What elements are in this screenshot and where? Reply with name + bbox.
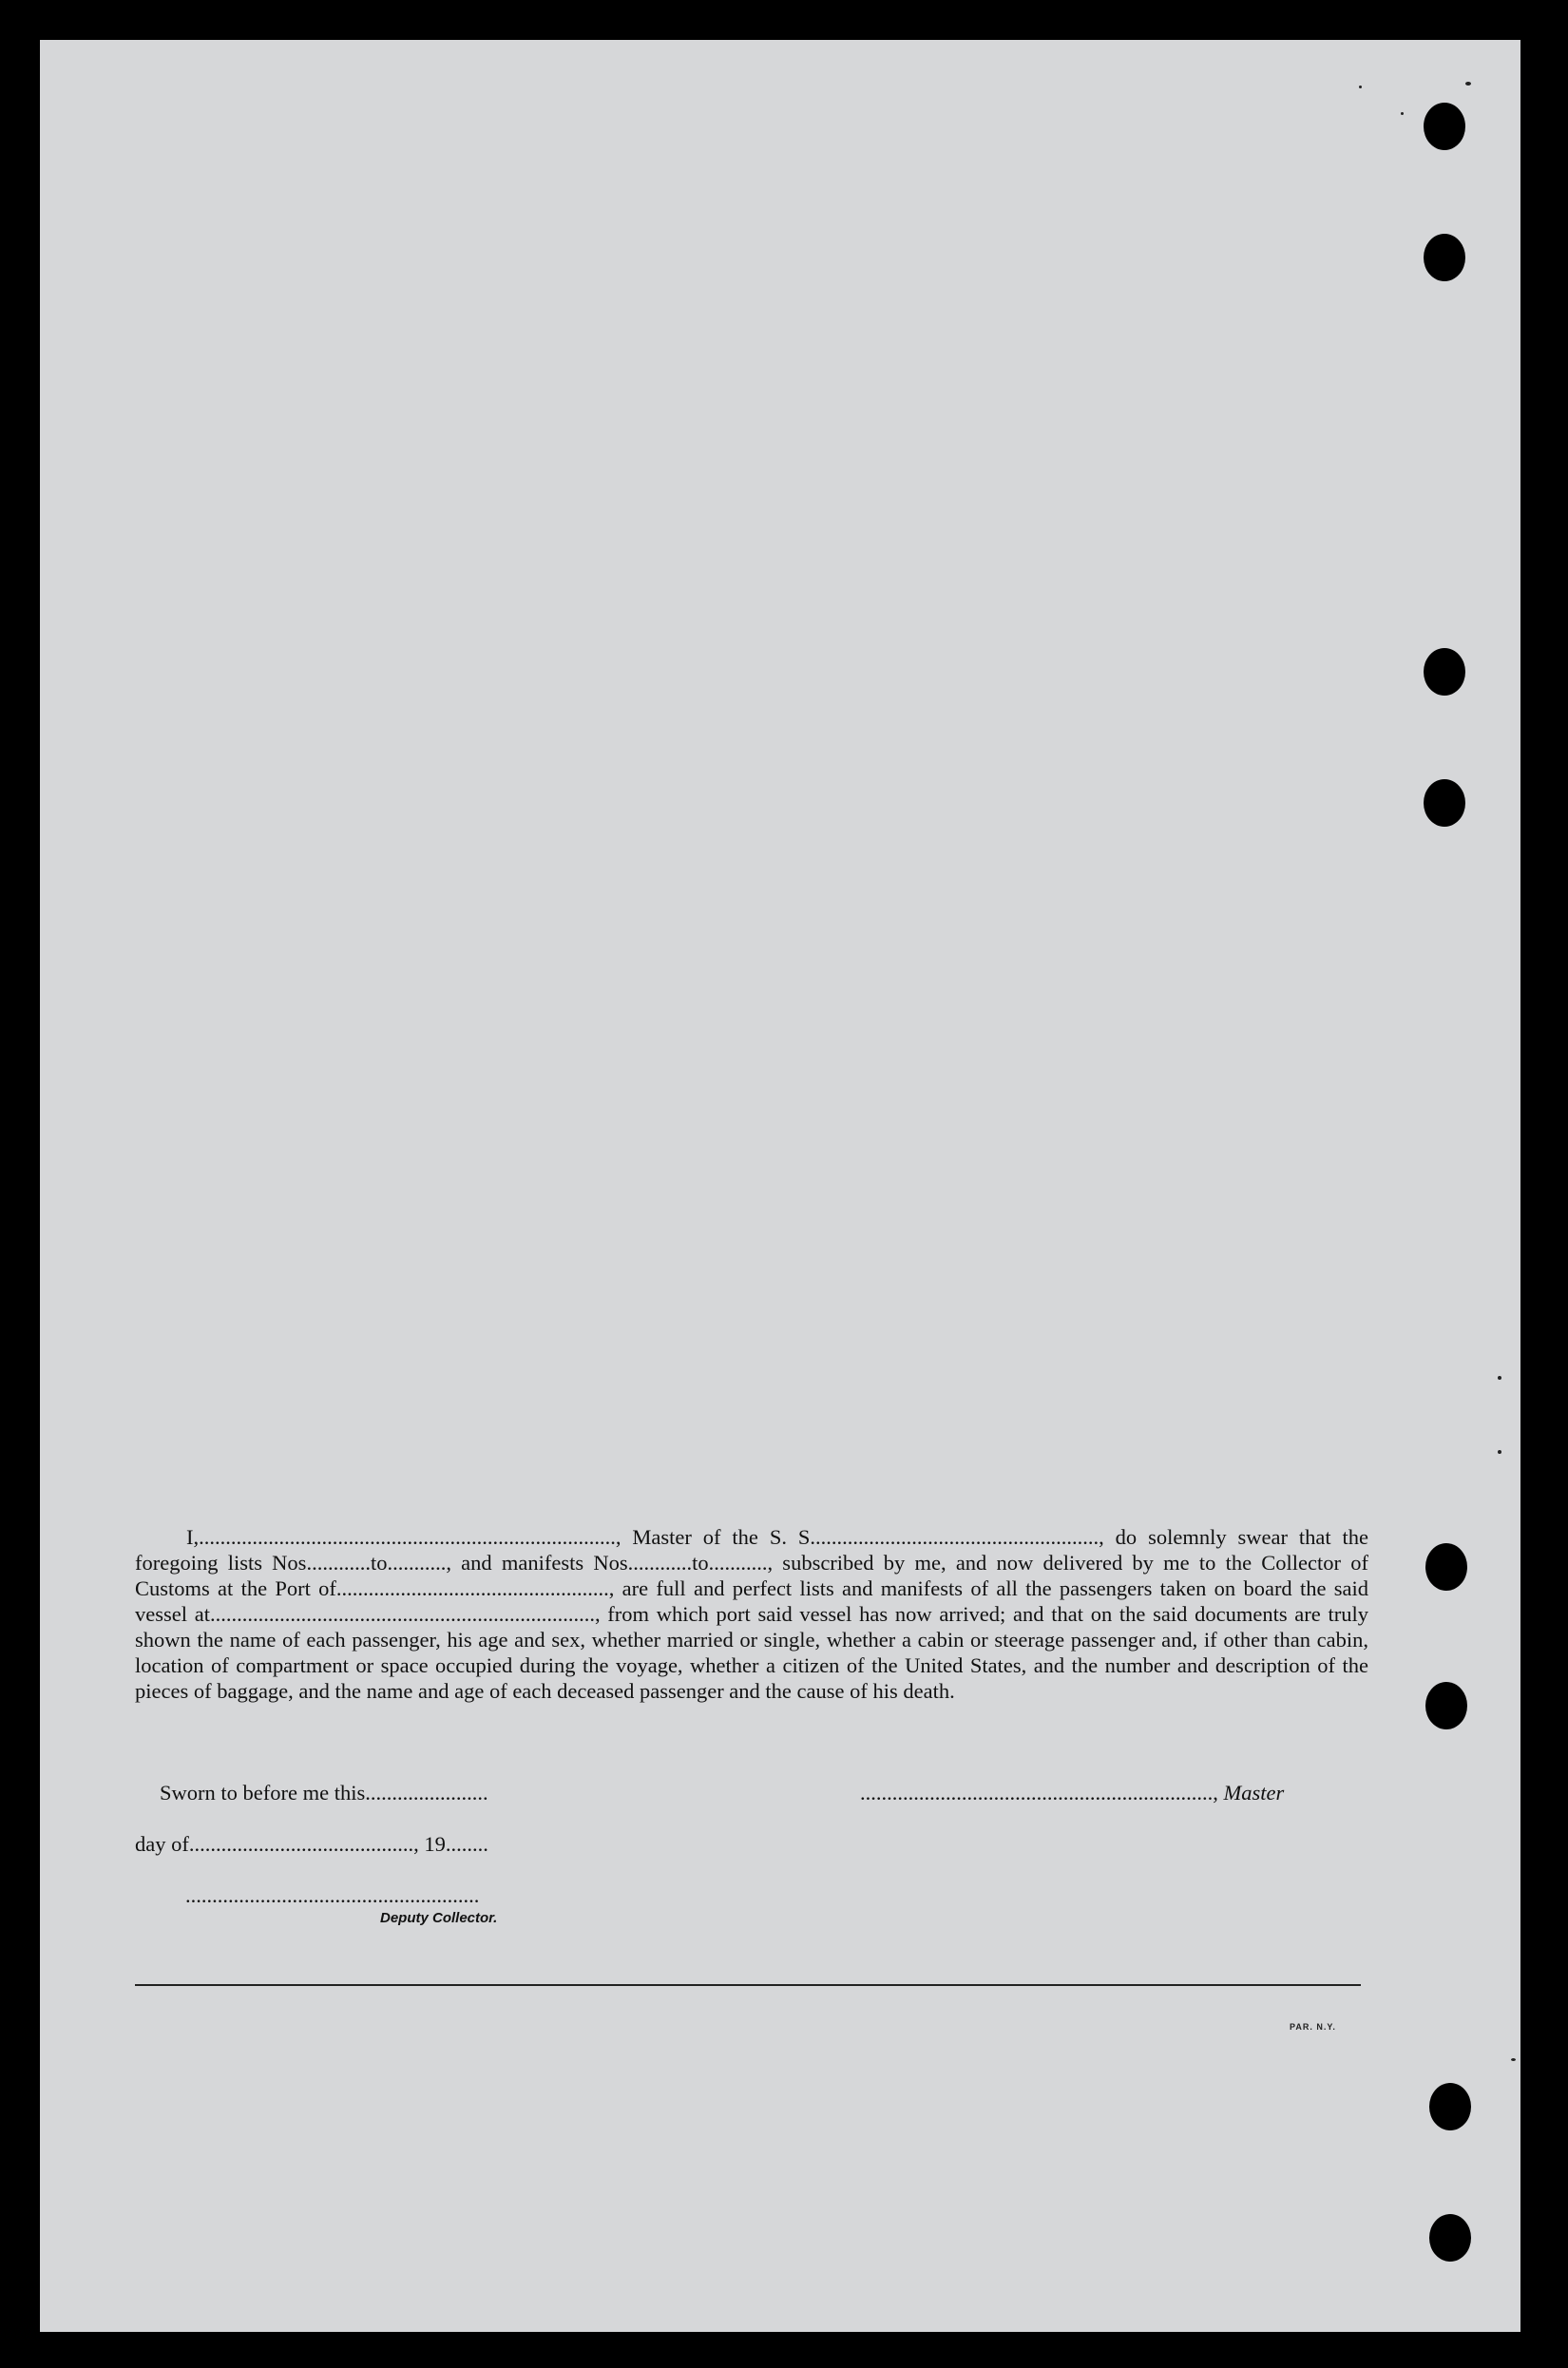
document-page xyxy=(40,40,1520,2332)
punch-hole xyxy=(1425,1682,1467,1729)
master-label: Master xyxy=(1223,1781,1285,1805)
master-signature-line xyxy=(860,1781,1284,1805)
paper-speck xyxy=(1498,1376,1501,1380)
deputy-collector-label: Deputy Collector. xyxy=(380,1910,498,1926)
punch-hole xyxy=(1424,779,1465,827)
paper-speck xyxy=(1359,86,1362,88)
paper-speck xyxy=(1401,112,1404,115)
paper-speck xyxy=(1511,2058,1516,2061)
punch-hole xyxy=(1424,103,1465,150)
master-dots: .................................................................., xyxy=(860,1781,1224,1805)
printer-mark: PAR. N.Y. xyxy=(1290,2022,1336,2032)
horizontal-rule xyxy=(135,1984,1361,1986)
punch-hole xyxy=(1424,648,1465,696)
paper-speck xyxy=(1465,82,1471,86)
sworn-line: Sworn to before me this....................... xyxy=(160,1781,488,1805)
punch-hole xyxy=(1429,2214,1471,2262)
day-of-line: day of.........................................., 19........ xyxy=(135,1832,488,1856)
punch-hole xyxy=(1425,1543,1467,1591)
oath-paragraph: I,.............................................................................., Master of the S. S......................................................, do solemnly swear that the foregoing lists Nos............to..........., and manifests Nos............to..........., subscribed by me, and now delivered by me to the Collector of Customs at the Port of..................................................., are full and perfect lists and manifests of all the passengers taken on board the said vessel at........................................................................, from which port said vessel has now arrived; and that on the said documents are truly shown the name of each passenger, his age and sex, whether married or single, whether a cabin or steerage passenger and, if other than cabin, location of compartment or space occupied during the voyage, whether a citizen of the United States, and the number and description of the pieces of baggage, and the name and age of each deceased passenger and the cause of his death. xyxy=(135,1525,1368,1703)
punch-hole xyxy=(1429,2083,1471,2130)
punch-hole xyxy=(1424,234,1465,281)
paper-speck xyxy=(1498,1450,1501,1454)
deputy-signature-dots: ....................................................... xyxy=(185,1883,480,1907)
